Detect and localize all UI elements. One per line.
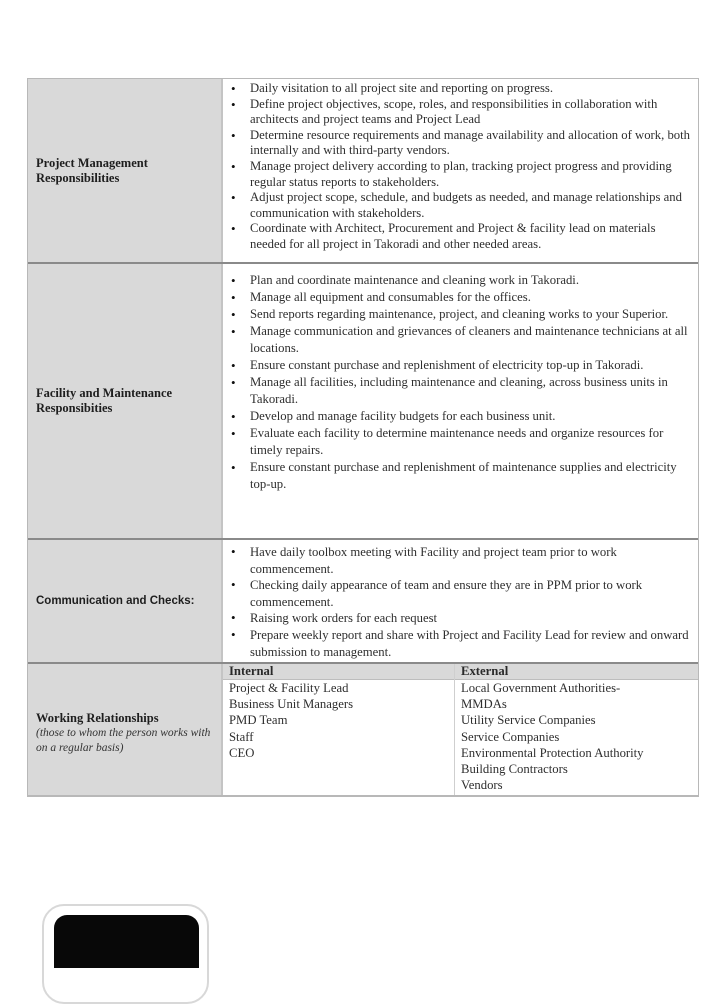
list-item: Business Unit Managers [229, 697, 354, 712]
label-cell [28, 664, 223, 795]
list-item: Environmental Protection Authority [461, 745, 644, 760]
section-sublabel: (those to whom the person works with on a regular basis) [36, 727, 211, 754]
row-working-relationships [28, 664, 698, 796]
phone-screen [54, 915, 199, 968]
bullet-list [227, 81, 692, 253]
list-item: • Plan and coordinate maintenance and cleaning work in Takoradi. [227, 272, 692, 289]
row-project-management [28, 79, 698, 264]
list-item: Service Companies [461, 729, 560, 744]
list-item: • Ensure constant purchase and replenishment of electricity top-up in Takoradi. [227, 357, 692, 374]
bullet-list [227, 272, 692, 493]
list-item: • Manage all equipment and consumables for the offices. [227, 289, 692, 306]
external-column [455, 664, 698, 795]
list-item: • Define project objectives, scope, roles, and responsibilities in collaboration with architects and project teams and Project Lead [227, 97, 692, 128]
list-item: • Prepare weekly report and share with Project and Facility Lead for review and onward submission to management. [227, 627, 692, 660]
list-item: • Develop and manage facility budgets for each business unit. [227, 408, 692, 425]
list-item: PMD Team [229, 713, 288, 728]
list-item: MMDAs [461, 697, 507, 712]
list-item: • Manage communication and grievances of cleaners and maintenance technicians at all locations. [227, 323, 692, 357]
content-cell [223, 664, 698, 795]
content-cell [223, 540, 698, 662]
section-label: Facility and Maintenance Responsibities [36, 386, 173, 415]
list-item: • Coordinate with Architect, Procurement and Project & facility lead on materials needed for all project in Takoradi and other needed areas. [227, 221, 692, 252]
content-cell [223, 79, 698, 262]
list-item: • Daily visitation to all project site and reporting on progress. [227, 81, 692, 97]
list-item: Project & Facility Lead [229, 681, 349, 695]
section-label: Communication and Checks: [36, 594, 195, 607]
list-item: CEO [229, 745, 255, 760]
label-cell [28, 264, 223, 538]
list-item: Local Government Authorities- [461, 681, 621, 695]
phone-thumbnail[interactable] [42, 904, 209, 1004]
section-label: Project Management Responsibilities [36, 155, 148, 185]
list-item: • Ensure constant purchase and replenishment of maintenance supplies and electricity top-up. [227, 459, 692, 493]
content-cell [223, 264, 698, 538]
list-item: • Send reports regarding maintenance, project, and cleaning works to your Superior. [227, 306, 692, 323]
label-cell [28, 79, 223, 262]
job-description-table [27, 78, 699, 797]
list-item: • Evaluate each facility to determine maintenance needs and organize resources for timely repairs. [227, 425, 692, 459]
list-item: • Raising work orders for each request [227, 610, 692, 627]
label-cell [28, 540, 223, 662]
list-item: Vendors [461, 778, 503, 793]
list-item: • Checking daily appearance of team and ensure they are in PPM prior to work commencement. [227, 577, 692, 610]
list-item: Building Contractors [461, 762, 568, 777]
list-item: • Manage project delivery according to plan, tracking project progress and providing regular status reports to stakeholders. [227, 159, 692, 190]
bullet-list [227, 544, 692, 660]
list-item: Staff [229, 729, 254, 744]
section-label: Working Relationships [36, 711, 159, 725]
relationships-grid [223, 664, 698, 795]
list-item: • Manage all facilities, including maintenance and cleaning, across business units in Takoradi. [227, 374, 692, 408]
list-item: • Determine resource requirements and manage availability and allocation of work, both internally and with third-party vendors. [227, 128, 692, 159]
list-item: • Adjust project scope, schedule, and budgets as needed, and manage relationships and communication with stakeholders. [227, 190, 692, 221]
row-communication-checks [28, 540, 698, 664]
list-item: Utility Service Companies [461, 713, 596, 728]
internal-header: Internal [223, 664, 454, 680]
list-item: • Have daily toolbox meeting with Facility and project team prior to work commencement. [227, 544, 692, 577]
row-facility-maintenance [28, 264, 698, 540]
external-header: External [455, 664, 698, 680]
internal-column [223, 664, 455, 795]
